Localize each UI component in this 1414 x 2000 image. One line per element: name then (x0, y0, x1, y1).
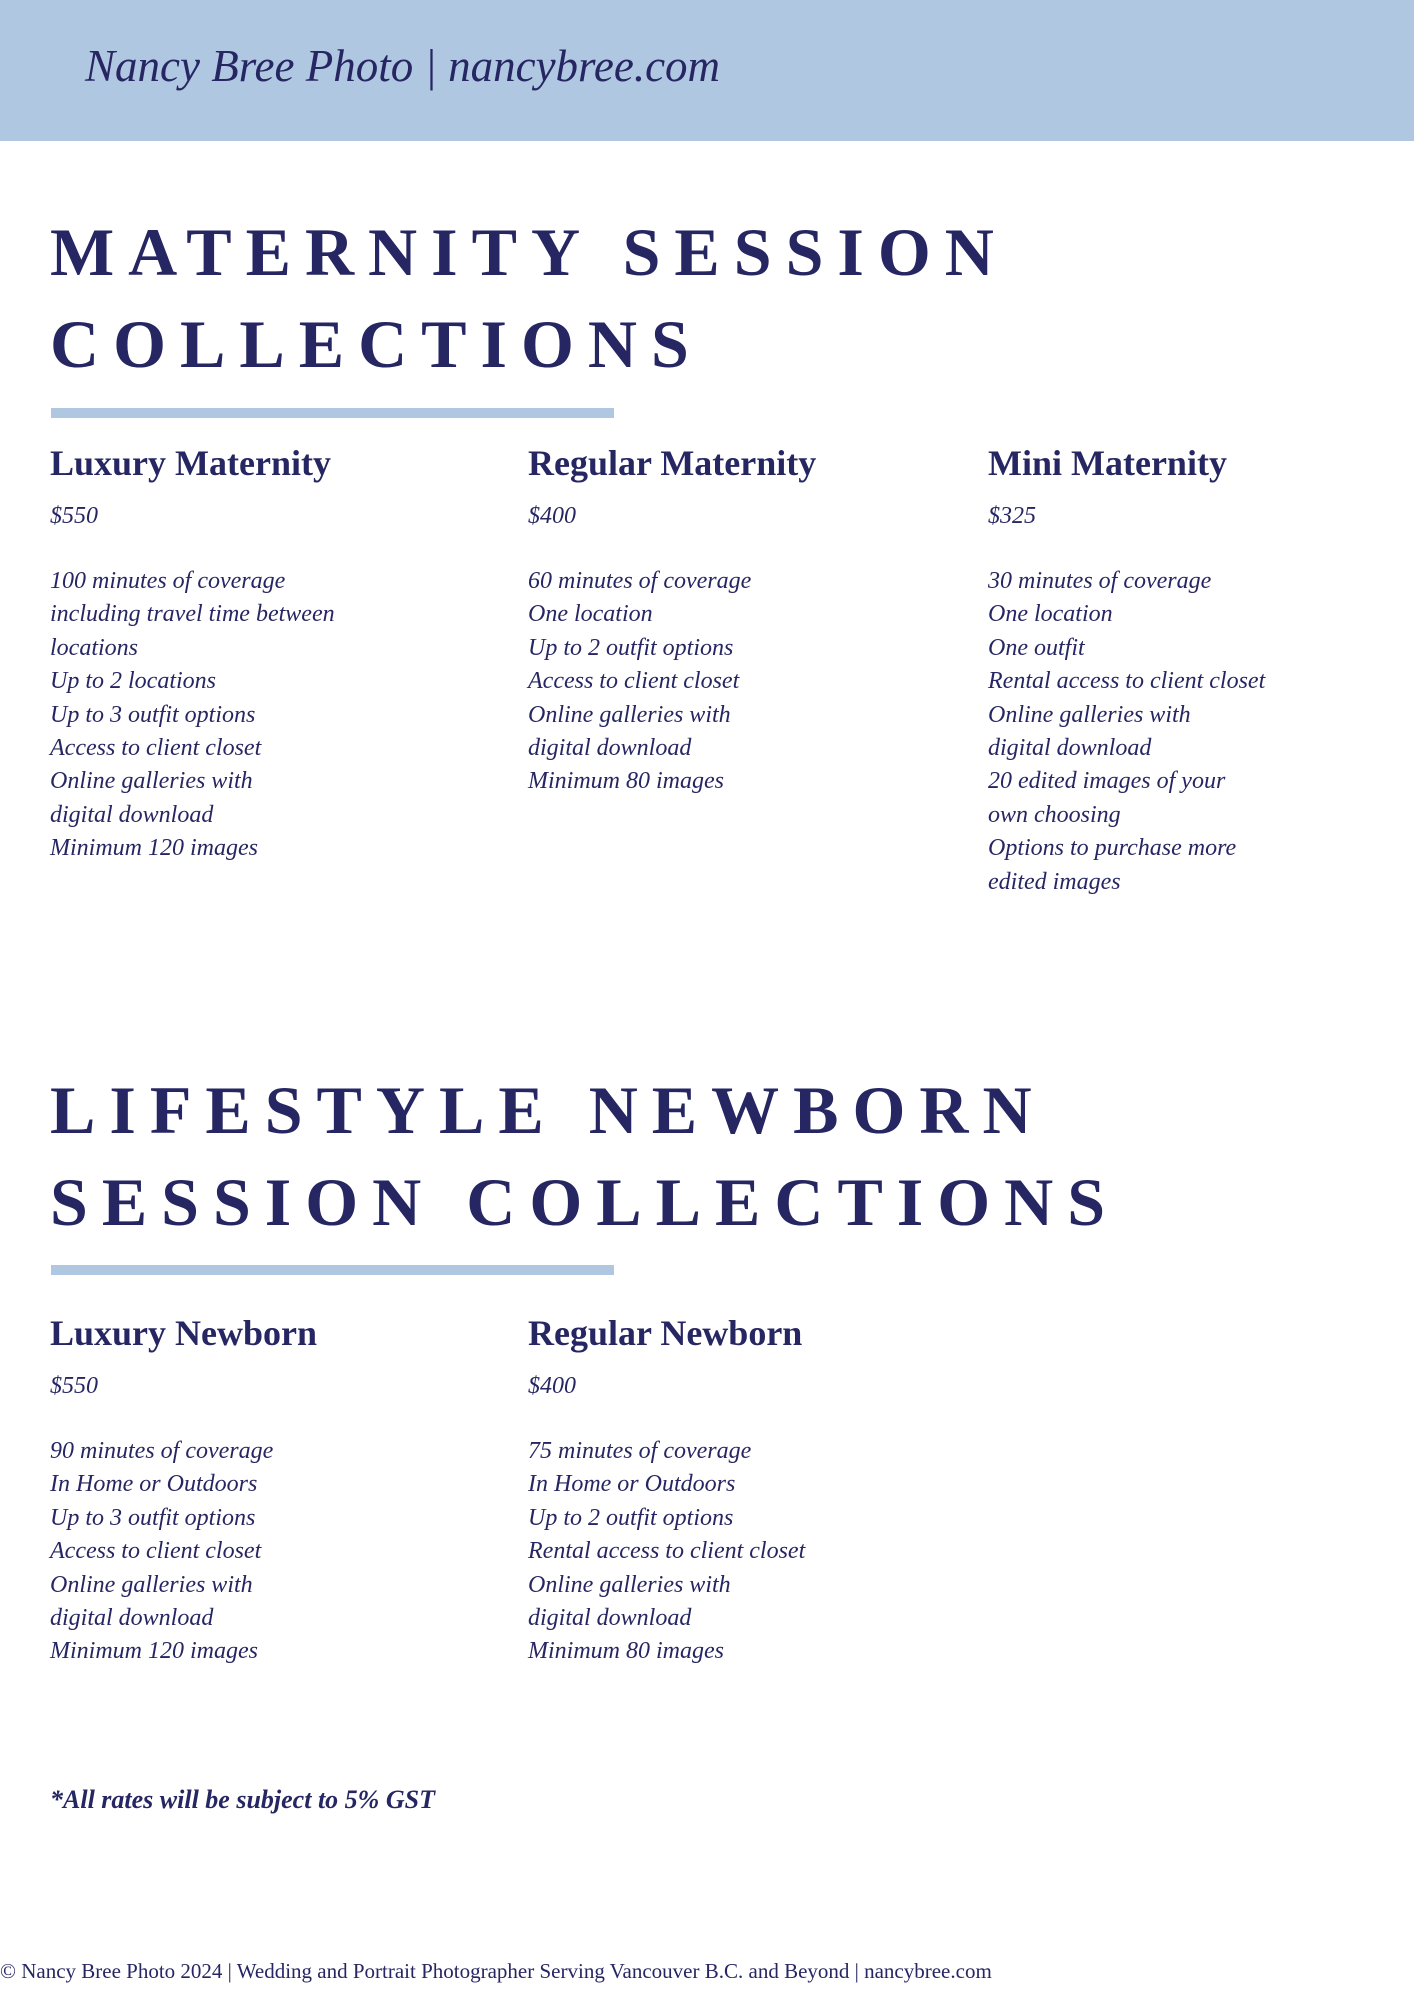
feature-item: Online galleries with digital download (50, 1571, 253, 1632)
feature-item: 60 minutes of coverage (528, 568, 752, 594)
feature-item: Access to client closet (50, 735, 262, 762)
feature-item: Access to client closet (528, 668, 740, 695)
package-price: $400 (528, 503, 576, 529)
feature-item: Up to 2 outfit options (528, 634, 734, 661)
feature-item: Up to 3 outfit options (50, 1504, 256, 1531)
feature-item: Options to purchase more edited images (988, 835, 1237, 895)
newborn-heading (50, 1064, 1119, 1248)
maternity-heading (50, 206, 1008, 390)
feature-item: 30 minutes of coverage (988, 568, 1212, 594)
footer-text: © Nancy Bree Photo 2024 | Wedding and Portrait Photographer Serving Vancouver B.C. and Beyond | nancybree.com (0, 1959, 992, 1983)
package-mini-maternity (988, 441, 1414, 899)
package-title: Luxury Maternity (50, 443, 331, 483)
feature-list (50, 565, 490, 866)
package-price: $550 (50, 1373, 98, 1399)
feature-item: 75 minutes of coverage (528, 1438, 752, 1464)
feature-item: One outfit (988, 634, 1085, 661)
package-price: $325 (988, 503, 1036, 529)
newborn-heading-line1: LIFESTYLE NEWBORN (50, 1072, 1046, 1148)
feature-item: Rental access to client closet (988, 668, 1266, 695)
feature-list (528, 565, 968, 799)
feature-item: Up to 2 locations (50, 668, 216, 695)
feature-item: Minimum 120 images (50, 1638, 258, 1665)
package-luxury-newborn (50, 1311, 490, 1669)
package-price: $550 (50, 503, 98, 529)
feature-item: Access to client closet (50, 1538, 262, 1565)
maternity-heading-line2: COLLECTIONS (50, 306, 703, 382)
newborn-divider (51, 1265, 614, 1275)
feature-item: One location (528, 601, 653, 628)
feature-item: Online galleries with digital download (50, 768, 253, 828)
header-title: Nancy Bree Photo | nancybree.com (85, 41, 721, 91)
maternity-heading-line1: MATERNITY SESSION (50, 214, 1008, 290)
feature-list (988, 565, 1414, 899)
package-title: Mini Maternity (988, 443, 1227, 483)
feature-item: Minimum 120 images (50, 835, 258, 862)
feature-item: Up to 2 outfit options (528, 1504, 734, 1531)
feature-item: In Home or Outdoors (50, 1471, 258, 1498)
newborn-heading-line2: SESSION COLLECTIONS (50, 1164, 1120, 1240)
package-title: Luxury Newborn (50, 1313, 318, 1353)
gst-note: *All rates will be subject to 5% GST (50, 1785, 435, 1814)
package-regular-newborn (528, 1311, 968, 1669)
feature-item: 90 minutes of coverage (50, 1438, 274, 1464)
package-regular-maternity (528, 441, 968, 799)
feature-item: Online galleries with digital download (528, 701, 731, 762)
feature-item: One location (988, 601, 1113, 628)
maternity-divider (51, 408, 614, 418)
feature-item: 100 minutes of coverage including travel time between locations (50, 568, 335, 661)
feature-item: In Home or Outdoors (528, 1471, 736, 1498)
feature-item: 20 edited images of your own choosing (988, 768, 1226, 828)
feature-item: Up to 3 outfit options (50, 701, 256, 728)
package-price: $400 (528, 1373, 576, 1399)
header-bar (0, 0, 1414, 141)
package-luxury-maternity (50, 441, 490, 866)
feature-item: Minimum 80 images (528, 1638, 724, 1665)
package-title: Regular Maternity (528, 443, 817, 483)
feature-list (50, 1435, 490, 1669)
feature-item: Online galleries with digital download (988, 701, 1191, 762)
feature-item: Minimum 80 images (528, 768, 724, 795)
package-title: Regular Newborn (528, 1313, 803, 1353)
feature-item: Rental access to client closet (528, 1538, 806, 1565)
feature-item: Online galleries with digital download (528, 1571, 731, 1632)
feature-list (528, 1435, 968, 1669)
